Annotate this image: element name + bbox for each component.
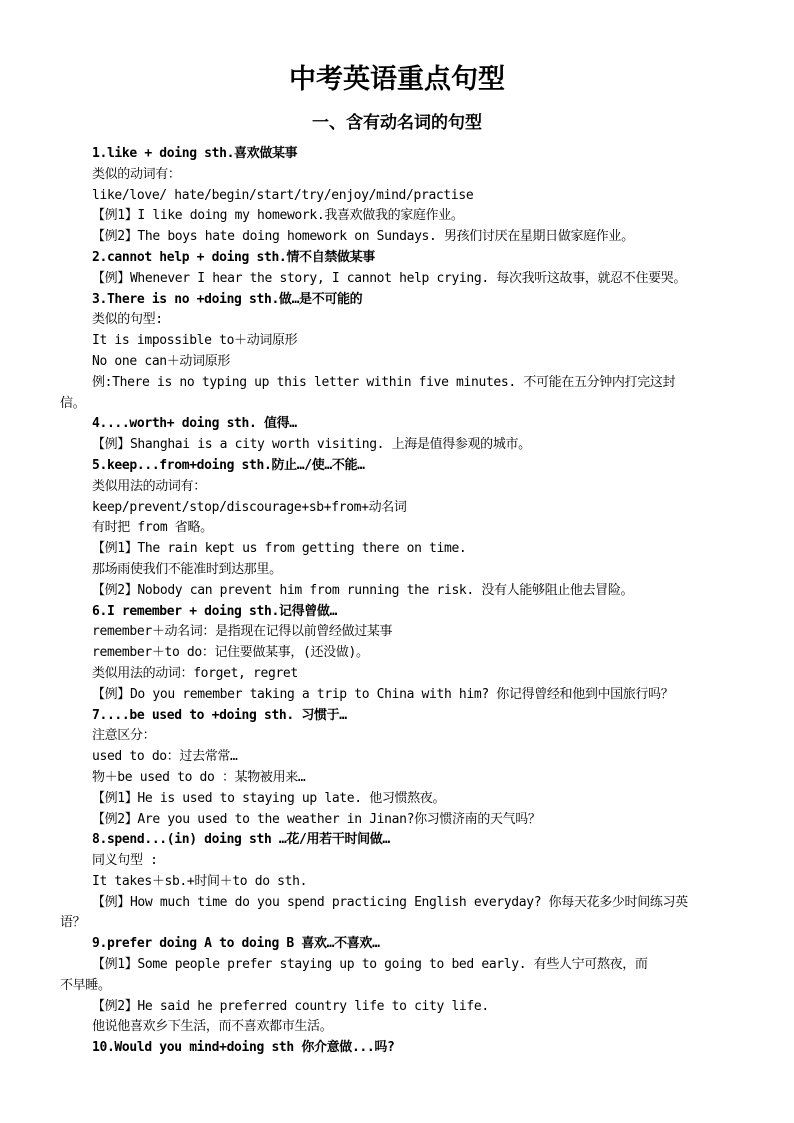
example-line: 【例2】The boys hate doing homework on Sundays. 男孩们讨厌在星期日做家庭作业。: [92, 229, 634, 245]
example-line: 【例2】Are you used to the weather in Jinan?你习惯济南的天气吗？: [92, 811, 541, 827]
text-line: 类似的动词有：: [92, 166, 181, 182]
text-line: remember＋to do：记住要做某事，(还没做)。: [92, 645, 369, 661]
text-line: like/love/ hate/begin/start/try/enjoy/mind/practise: [92, 187, 474, 203]
example-line: 【例】Whenever I hear the story, I cannot help crying. 每次我听这故事，就忍不住要哭。: [92, 270, 687, 286]
example-line: 【例】Do you remember taking a trip to China with him? 你记得曾经和他到中国旅行吗？: [92, 686, 674, 702]
example-line: 【例1】He is used to staying up late. 他习惯熬夜。: [92, 790, 446, 806]
pattern-heading: 5.keep...from+doing sth.防止…/使…不能…: [92, 457, 365, 473]
section-heading: 一、含有动名词的句型: [312, 113, 482, 133]
pattern-heading: 10.Would you mind+doing sth 你介意做...吗?: [92, 1040, 395, 1056]
example-line: 【例1】The rain kept us from getting there on time.: [92, 541, 467, 557]
text-line: used to do：过去常常…: [92, 749, 238, 765]
pattern-heading: 8.spend...(in) doing sth …花/用若干时间做…: [92, 832, 390, 848]
wrapped-line: 信。: [60, 395, 86, 411]
pattern-heading: 9.prefer doing A to doing B 喜欢…不喜欢…: [92, 936, 380, 952]
text-line: remember＋动名词：是指现在记得以前曾经做过某事: [92, 624, 393, 640]
pattern-heading: 3.There is no +doing sth.做…是不可能的: [92, 291, 363, 307]
wrapped-line: 不早睡。: [60, 977, 111, 993]
text-line: 注意区分：: [92, 728, 156, 744]
text-line: 有时把 from 省略。: [92, 520, 213, 536]
text-line: keep/prevent/stop/discourage+sb+from+动名词: [92, 499, 407, 515]
pattern-heading: 7....be used to +doing sth. 习惯于…: [92, 707, 347, 723]
pattern-heading: 4....worth+ doing sth. 值得…: [92, 416, 297, 432]
text-line: 他说他喜欢乡下生活，而不喜欢都市生活。: [92, 1019, 333, 1035]
example-line: 【例】How much time do you spend practicing English everyday? 你每天花多少时间练习英: [92, 894, 688, 910]
text-line: No one can＋动词原形: [92, 353, 231, 369]
pattern-heading: 6.I remember + doing sth.记得曾做…: [92, 603, 337, 619]
page-title: 中考英语重点句型: [289, 64, 505, 95]
example-line: 【例2】Nobody can prevent him from running the risk. 没有人能够阻止他去冒险。: [92, 582, 634, 598]
wrapped-line: 语？: [60, 915, 86, 931]
text-line: It takes＋sb.+时间＋to do sth.: [92, 873, 308, 889]
content-body: [0, 144, 794, 1059]
example-line: 【例2】He said he preferred country life to city life.: [92, 998, 489, 1014]
text-line: 那场雨使我们不能准时到达那里。: [92, 561, 282, 577]
example-line: 例:There is no typing up this letter within five minutes. 不可能在五分钟内打完这封: [92, 374, 676, 390]
pattern-heading: 2.cannot help + doing sth.情不自禁做某事: [92, 249, 375, 265]
text-line: 类似用法的动词有：: [92, 478, 206, 494]
text-line: It is impossible to＋动词原形: [92, 333, 298, 349]
text-line: 同义句型 :: [92, 853, 158, 869]
pattern-heading: 1.like + doing sth.喜欢做某事: [92, 146, 298, 161]
example-line: 【例1】I like doing my homework.我喜欢做我的家庭作业。: [92, 208, 464, 224]
text-line: 类似的句型:: [92, 312, 163, 328]
text-line: 类似用法的动词：forget, regret: [92, 665, 298, 681]
text-line: 物＋be used to do ：某物被用来…: [92, 769, 306, 785]
example-line: 【例】Shanghai is a city worth visiting. 上海是值得参观的城市。: [92, 437, 531, 453]
example-line: 【例1】Some people prefer staying up to going to bed early. 有些人宁可熬夜，而: [92, 957, 648, 973]
